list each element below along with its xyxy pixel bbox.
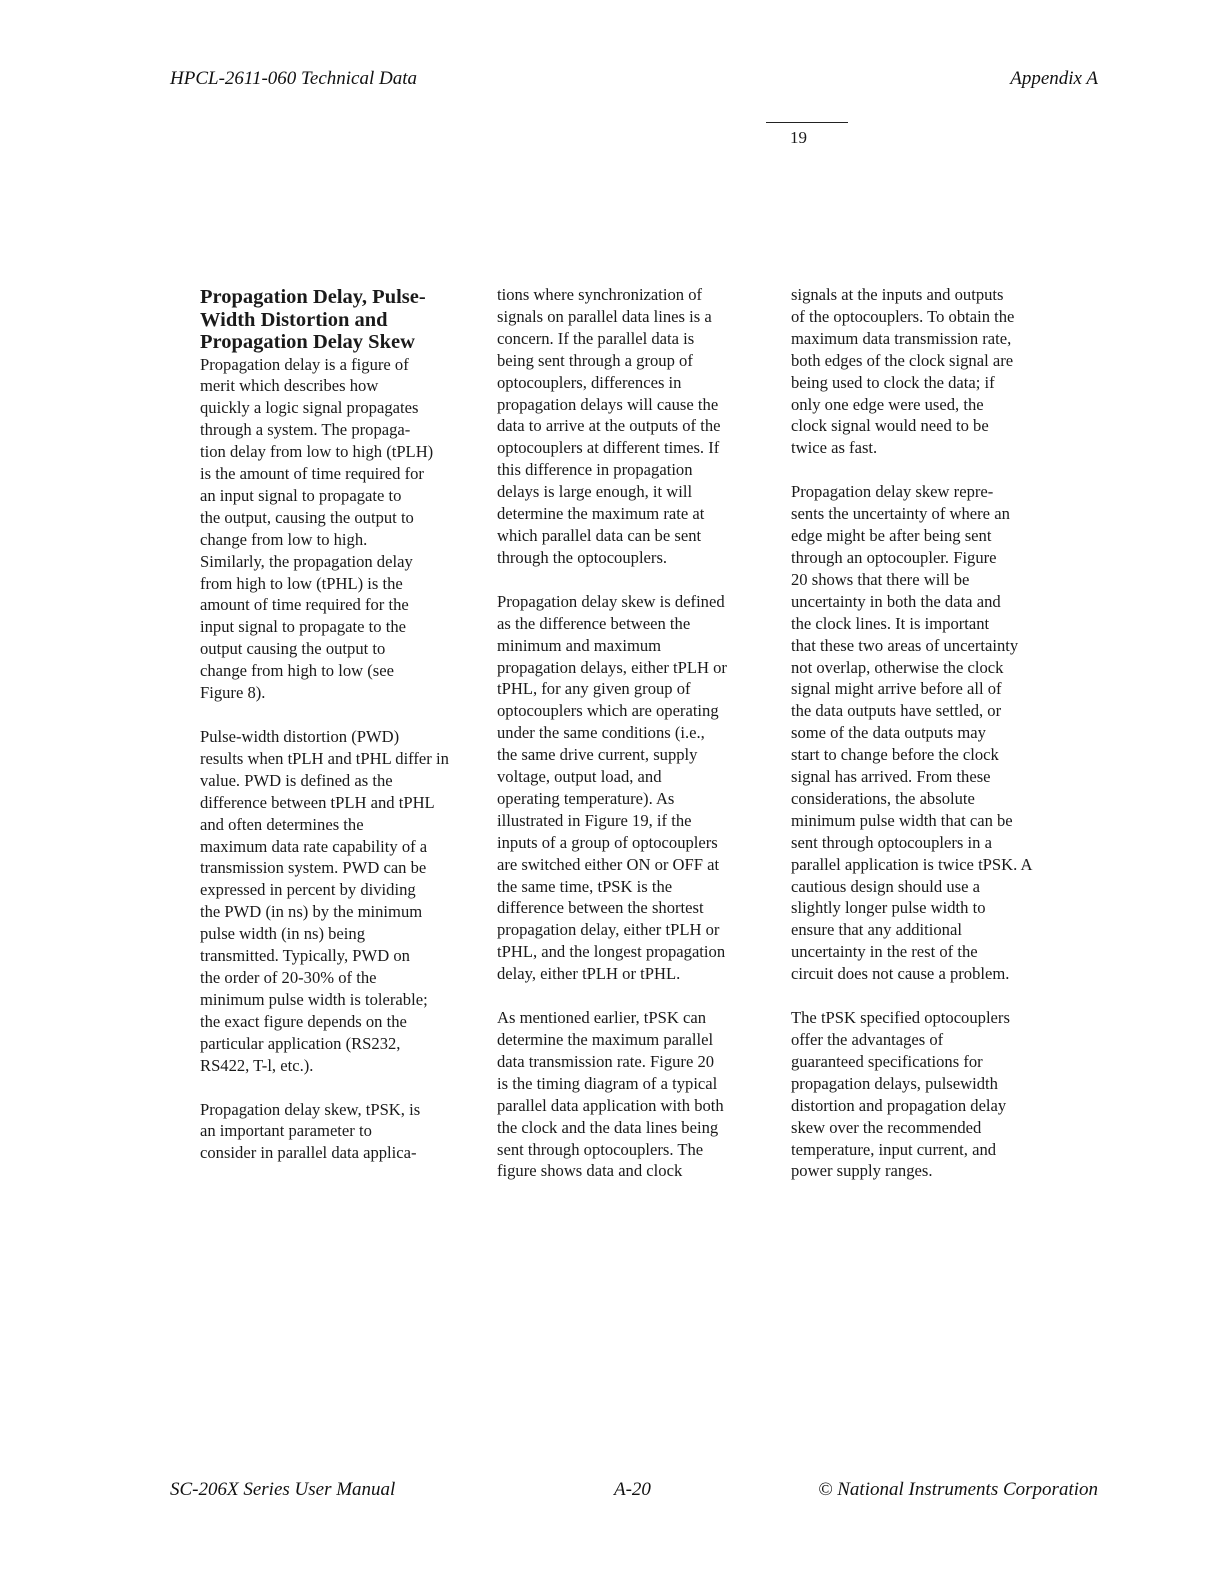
footer-manual-title: SC-206X Series User Manual (170, 1479, 396, 1500)
paragraph-skew-intro: Propagation delay skew, tPSK, is an important parameter to consider in parallel data applica- (200, 1099, 421, 1163)
paragraph-advantages: The tPSK specified optocouplers offer the advantages of guaranteed specifications for propagation delays, pulsewidth distortion and propagation delay skew over the recommended temperature, input current, and power supply ranges. (791, 1008, 1010, 1181)
paragraph-clock-edges: signals at the inputs and outputs of the optocouplers. To obtain the maximum data transmission rate, both edges of the clock signal are being used to clock the data; if only one edge were used, the clock signal would need to be twice as fast. (791, 285, 1015, 458)
footer-page-number: A-20 (614, 1479, 651, 1500)
inner-page-number: 19 (790, 128, 807, 147)
paragraph-skew-uncertainty: Propagation delay skew repre- sents the uncertainty of where an edge might be after being sent through an optocoupler. Figure 20 shows that there will be uncertainty in both the data and the clock lines. It is important that these two areas of uncertainty not overlap, otherwise the clock signal might arrive before all of the data outputs have settled, or some of the data outputs may start to change before the clock signal has arrived. From these considerations, the absolute minimum pulse width that can be sent through optocouplers in a parallel application is twice tPSK. A cautious design should use a slightly longer pulse width to ensure that any additional uncertainty in the rest of the circuit does not cause a problem. (791, 482, 1033, 984)
text-column-2 (497, 286, 777, 1182)
paragraph-propagation-delay: Propagation delay is a figure of merit which describes how quickly a logic signal propagates through a system. The propaga- tion delay from low to high (tPLH) is the amount of time required for an input signal to propagate to the output, causing the output to change from low to high. Similarly, the propagation delay from high to low (tPHL) is the amount of time required for the input signal to propagate to the output causing the output to change from high to low (see Figure 8). (200, 354, 434, 703)
paragraph-transmission-rate: As mentioned earlier, tPSK can determine the maximum parallel data transmission rate. Figure 20 is the timing diagram of a typical parallel data application with both the clock and the data lines being sent through optocouplers. The figure shows data and clock (497, 1008, 724, 1181)
paragraph-synchronization: tions where synchronization of signals on parallel data lines is a concern. If the parallel data is being sent through a group of optocouplers, differences in propagation delays will cause the data to arrive at the outputs of the optocouplers at different times. If this difference in propagation delays is large enough, it will determine the maximum rate at which parallel data can be sent through the optocouplers. (497, 285, 721, 567)
text-column-1 (200, 286, 490, 1164)
text-column-3 (791, 286, 1075, 1182)
running-header-appendix: Appendix A (1010, 68, 1098, 89)
paragraph-pulse-width-distortion: Pulse-width distortion (PWD) results when tPLH and tPHL differ in value. PWD is defined as the difference between tPLH and tPHL and often determines the maximum data rate capability of a transmission system. PWD can be expressed in percent by dividing the PWD (in ns) by the minimum pulse width (in ns) being transmitted. Typically, PWD on the order of 20-30% of the minimum pulse width is tolerable; the exact figure depends on the particular application (RS232, RS422, T-l, etc.). (200, 727, 449, 1075)
page-number-rule (766, 122, 848, 123)
section-heading: Propagation Delay, Pulse- Width Distortion and Propagation Delay Skew (200, 286, 426, 353)
paragraph-skew-definition: Propagation delay skew is defined as the difference between the minimum and maximum propagation delays, either tPLH or tPHL, for any given group of optocouplers which are operating under the same conditions (i.e., the same drive current, supply voltage, output load, and operating temperature). As illustrated in Figure 19, if the inputs of a group of optocouplers are switched either ON or OFF at the same time, tPSK is the difference between the shortest propagation delay, either tPLH or tPHL, and the longest propagation delay, either tPLH or tPHL. (497, 591, 727, 984)
running-header-title: HPCL-2611-060 Technical Data (170, 68, 417, 89)
footer-copyright: © National Instruments Corporation (818, 1479, 1098, 1500)
